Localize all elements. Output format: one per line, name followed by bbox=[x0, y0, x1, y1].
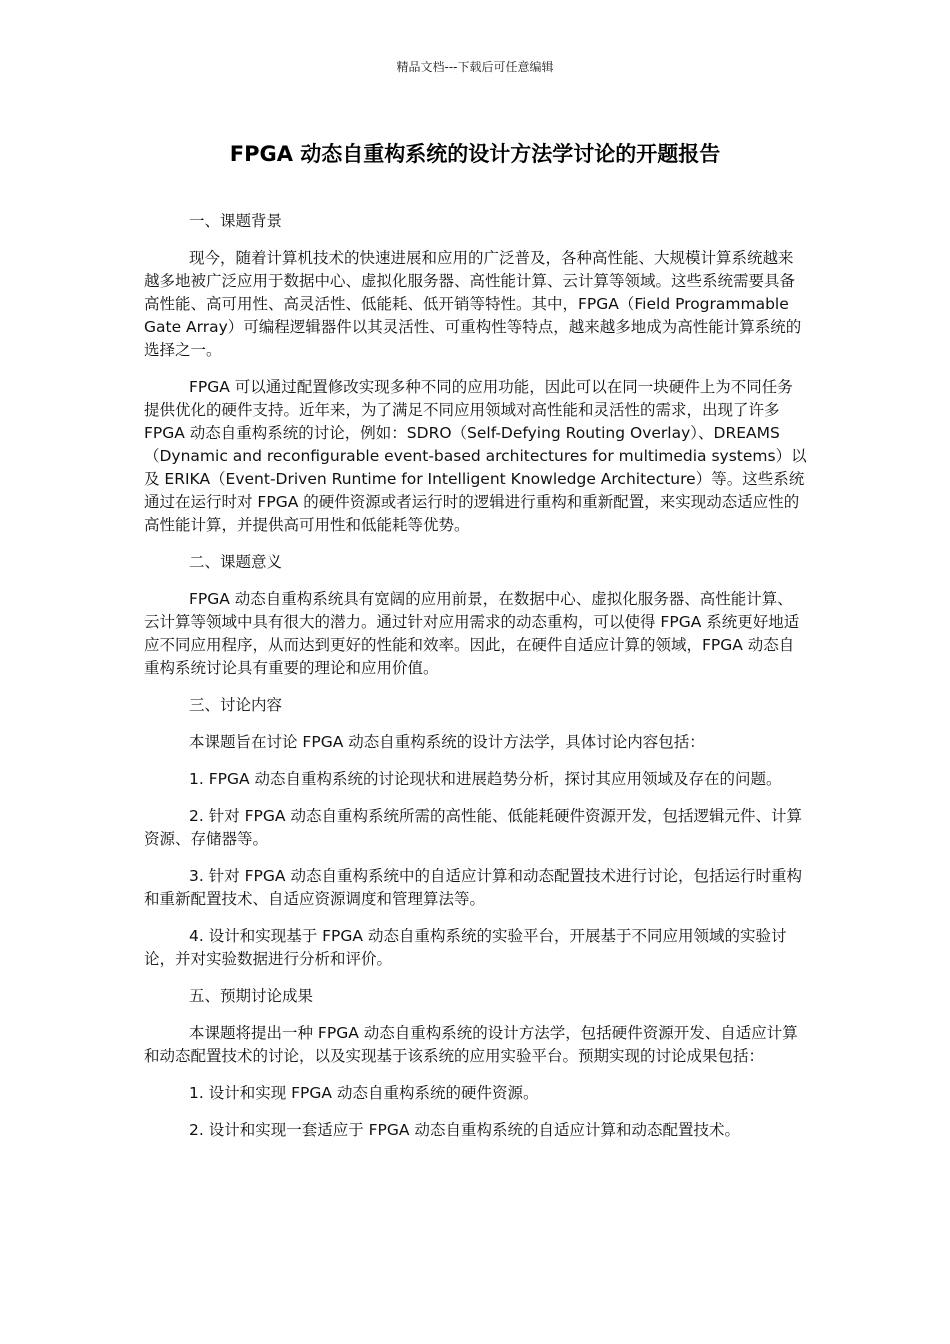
background-paragraph-1: 现今，随着计算机技术的快速进展和应用的广泛普及，各种高性能、大规模计算系统越来越多地被广泛应用于数据中心、虚拟化服务器、高性能计算、云计算等领域。这些系统需要具备高性能、高可用性、高灵活性、低能耗、低开销等特性。其中，FPGA（Field Programmable Gate Array）可编程逻辑器件以其灵活性、可重构性等特点，越来越多地成为高性能计算系统的选择之一。 bbox=[144, 249, 802, 359]
background-paragraph-2: FPGA 可以通过配置修改实现多种不同的应用功能，因此可以在同一块硬件上为不同任务提供优化的硬件支持。近年来，为了满足不同应用领域对高性能和灵活性的需求，出现了许多 FPGA 动态自重构系统的讨论，例如：SDRO（Self-Defying Routing Overlay）、DREAMS（Dynamic and reconfigurable event-based architectures for multimedia systems）以及 ERIKA（Event-Driven Runtime for Intelligent Knowledge Architecture）等。这些系统通过在运行时对 FPGA 的硬件资源或者运行时的逻辑进行重构和重新配置，来实现动态适应性的高性能计算，并提供高可用性和低能耗等优势。 bbox=[144, 378, 807, 534]
page-header-note: 精品文档---下载后可任意编辑 bbox=[396, 60, 554, 74]
content-intro-paragraph: 本课题旨在讨论 FPGA 动态自重构系统的设计方法学，具体讨论内容包括： bbox=[189, 733, 705, 751]
content-list-item: 1. FPGA 动态自重构系统的讨论现状和进展趋势分析，探讨其应用领域及存在的问题。 bbox=[189, 770, 782, 788]
document-title: FPGA 动态自重构系统的设计方法学讨论的开题报告 bbox=[229, 142, 721, 166]
document-body bbox=[144, 210, 808, 1142]
results-list-item: 1. 设计和实现 FPGA 动态自重构系统的硬件资源。 bbox=[189, 1084, 539, 1102]
section-heading-content: 三、讨论内容 bbox=[189, 696, 283, 714]
content-list-item: 2. 针对 FPGA 动态自重构系统所需的高性能、低能耗硬件资源开发，包括逻辑元件、计算资源、存储器等。 bbox=[144, 807, 802, 848]
content-list-item: 3. 针对 FPGA 动态自重构系统中的自适应计算和动态配置技术进行讨论，包括运行时重构和重新配置技术、自适应资源调度和管理算法等。 bbox=[144, 867, 802, 908]
section-heading-background: 一、课题背景 bbox=[189, 212, 283, 230]
section-heading-results: 五、预期讨论成果 bbox=[189, 987, 314, 1005]
results-intro-paragraph: 本课题将提出一种 FPGA 动态自重构系统的设计方法学，包括硬件资源开发、自适应计算和动态配置技术的讨论，以及实现基于该系统的应用实验平台。预期实现的讨论成果包括： bbox=[144, 1024, 798, 1065]
content-list-item: 4. 设计和实现基于 FPGA 动态自重构系统的实验平台，开展基于不同应用领域的实验讨论，并对实验数据进行分析和评价。 bbox=[144, 927, 787, 968]
significance-paragraph-1: FPGA 动态自重构系统具有宽阔的应用前景，在数据中心、虚拟化服务器、高性能计算、云计算等领域中具有很大的潜力。通过针对应用需求的动态重构，可以使得 FPGA 系统更好地适应不同应用程序，从而达到更好的性能和效率。因此，在硬件自适应计算的领域，FPGA 动态自重构系统讨论具有重要的理论和应用价值。 bbox=[144, 590, 800, 677]
section-heading-significance: 二、课题意义 bbox=[189, 553, 283, 571]
results-list-item: 2. 设计和实现一套适应于 FPGA 动态自重构系统的自适应计算和动态配置技术。 bbox=[189, 1121, 740, 1139]
